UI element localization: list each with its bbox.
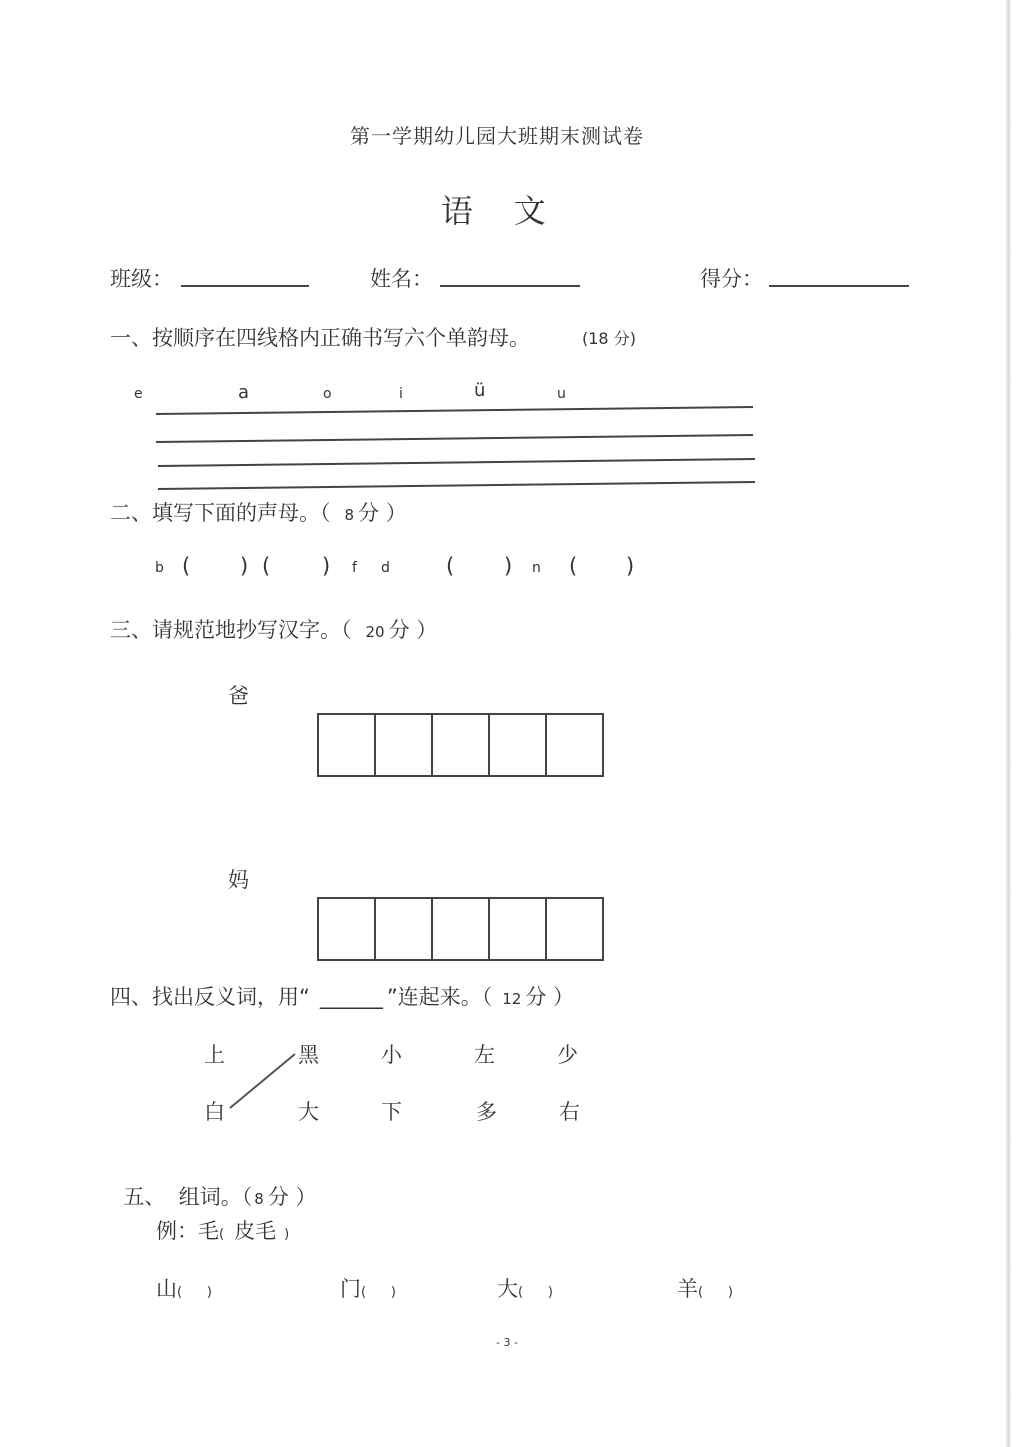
writing-grid[interactable]: [317, 897, 604, 961]
question-5-heading: [110, 1157, 316, 1211]
antonym-top[interactable]: 少: [557, 1043, 578, 1067]
grid-line: [156, 407, 753, 414]
answer-paren-open[interactable]: (: [262, 554, 271, 578]
question-1-score: (18 分): [582, 329, 636, 348]
vowel: ü: [474, 380, 486, 401]
consonant: n: [532, 560, 541, 576]
question-3-score-unit: 分 ）: [388, 618, 438, 642]
answer-paren-close[interactable]: ): [626, 554, 635, 578]
four-line-grid[interactable]: [150, 400, 760, 495]
example-connection-line: [225, 1050, 300, 1112]
copy-character: 爸: [228, 684, 249, 708]
page-number: - 3 -: [496, 1336, 518, 1349]
exam-subtitle: 第一学期幼儿园大班期末测试卷: [350, 124, 644, 148]
vowel: o: [323, 386, 332, 402]
copy-character: 妈: [228, 868, 249, 892]
question-4-text: 四、找出反义词，用“: [110, 985, 310, 1009]
example-paren-close: ): [284, 1227, 290, 1242]
word-answer-blank[interactable]: ( ): [518, 1285, 553, 1300]
word-item: [156, 1273, 212, 1303]
antonym-bottom[interactable]: 下: [381, 1100, 402, 1124]
name-field[interactable]: [440, 285, 580, 287]
writing-cell[interactable]: [547, 899, 602, 959]
antonym-top[interactable]: 左: [474, 1043, 495, 1067]
word-character: 大: [497, 1277, 518, 1301]
antonym-top[interactable]: 上: [204, 1043, 225, 1067]
antonym-bottom[interactable]: 白: [204, 1100, 225, 1124]
question-5-score: 8: [254, 1190, 264, 1208]
exam-title: 语 文: [441, 192, 546, 230]
writing-cell[interactable]: [319, 715, 376, 775]
word-character: 羊: [677, 1277, 698, 1301]
antonym-bottom[interactable]: 多: [476, 1100, 497, 1124]
consonant: d: [381, 560, 390, 576]
question-5-text: 五、 组词。（: [123, 1185, 253, 1209]
score-field[interactable]: [769, 285, 909, 287]
writing-cell[interactable]: [376, 899, 433, 959]
vowel: e: [134, 386, 143, 402]
example-paren-open: (: [219, 1227, 225, 1242]
word-item: [340, 1273, 396, 1303]
score-label: 得分：: [700, 267, 763, 291]
question-2-score-unit: 分 ）: [358, 501, 407, 525]
word-item: [677, 1273, 733, 1303]
consonant: b: [155, 560, 164, 576]
word-item: [497, 1273, 553, 1303]
vowel: u: [557, 386, 566, 402]
question-4-heading: [110, 981, 574, 1011]
question-4-score: 12: [502, 990, 522, 1008]
writing-cell[interactable]: [433, 899, 490, 959]
class-label: 班级：: [110, 267, 173, 291]
example-answer: 皮毛: [234, 1219, 277, 1243]
writing-cell[interactable]: [490, 899, 547, 959]
example-row: [156, 1215, 289, 1245]
consonant: f: [352, 560, 357, 576]
grid-line: [158, 459, 755, 466]
writing-cell[interactable]: [547, 715, 602, 775]
question-4-score-unit: 分 ）: [525, 985, 575, 1009]
writing-cell[interactable]: [319, 899, 376, 959]
question-1-text: 一、按顺序在四线格内正确书写六个单韵母。: [110, 326, 530, 350]
answer-paren-close[interactable]: ): [240, 554, 249, 578]
question-3-text: 三、请规范地抄写汉字。（: [110, 618, 352, 642]
writing-cell[interactable]: [433, 715, 490, 775]
question-2-score: 8: [344, 506, 355, 524]
word-answer-blank[interactable]: ( ): [177, 1285, 212, 1300]
example-label: 例：毛: [156, 1219, 219, 1243]
answer-paren-close[interactable]: ): [504, 554, 513, 578]
answer-paren-open[interactable]: (: [569, 554, 578, 578]
word-character: 门: [340, 1277, 361, 1301]
antonym-bottom[interactable]: 大: [298, 1100, 319, 1124]
name-label: 姓名：: [370, 267, 433, 291]
answer-paren-open[interactable]: (: [182, 554, 191, 578]
writing-cell[interactable]: [376, 715, 433, 775]
writing-cell[interactable]: [490, 715, 547, 775]
question-5-score-unit: 分 ）: [267, 1185, 317, 1209]
writing-grid[interactable]: [317, 713, 604, 777]
antonym-top[interactable]: 小: [381, 1043, 402, 1067]
question-3-heading: [110, 614, 437, 644]
answer-paren-open[interactable]: (: [446, 554, 455, 578]
antonym-bottom[interactable]: 右: [559, 1100, 580, 1124]
question-2-heading: [110, 497, 407, 527]
word-character: 山: [156, 1277, 177, 1301]
question-4-blank: ______: [319, 985, 383, 1009]
page-edge-shadow: [1006, 0, 1011, 1447]
answer-paren-close[interactable]: ): [322, 554, 331, 578]
vowel: i: [399, 386, 403, 402]
class-field[interactable]: [181, 285, 309, 287]
question-4-text-mid: ”连起来。（: [386, 985, 493, 1009]
antonym-top[interactable]: 黑: [298, 1043, 319, 1067]
question-3-score: 20: [365, 623, 385, 641]
grid-line: [158, 482, 755, 489]
grid-line: [156, 435, 753, 442]
word-answer-blank[interactable]: ( ): [361, 1285, 396, 1300]
word-answer-blank[interactable]: ( ): [698, 1285, 733, 1300]
vowel: a: [238, 382, 250, 403]
question-2-text: 二、填写下面的声母。（: [110, 501, 331, 525]
question-1-heading: [110, 322, 530, 352]
